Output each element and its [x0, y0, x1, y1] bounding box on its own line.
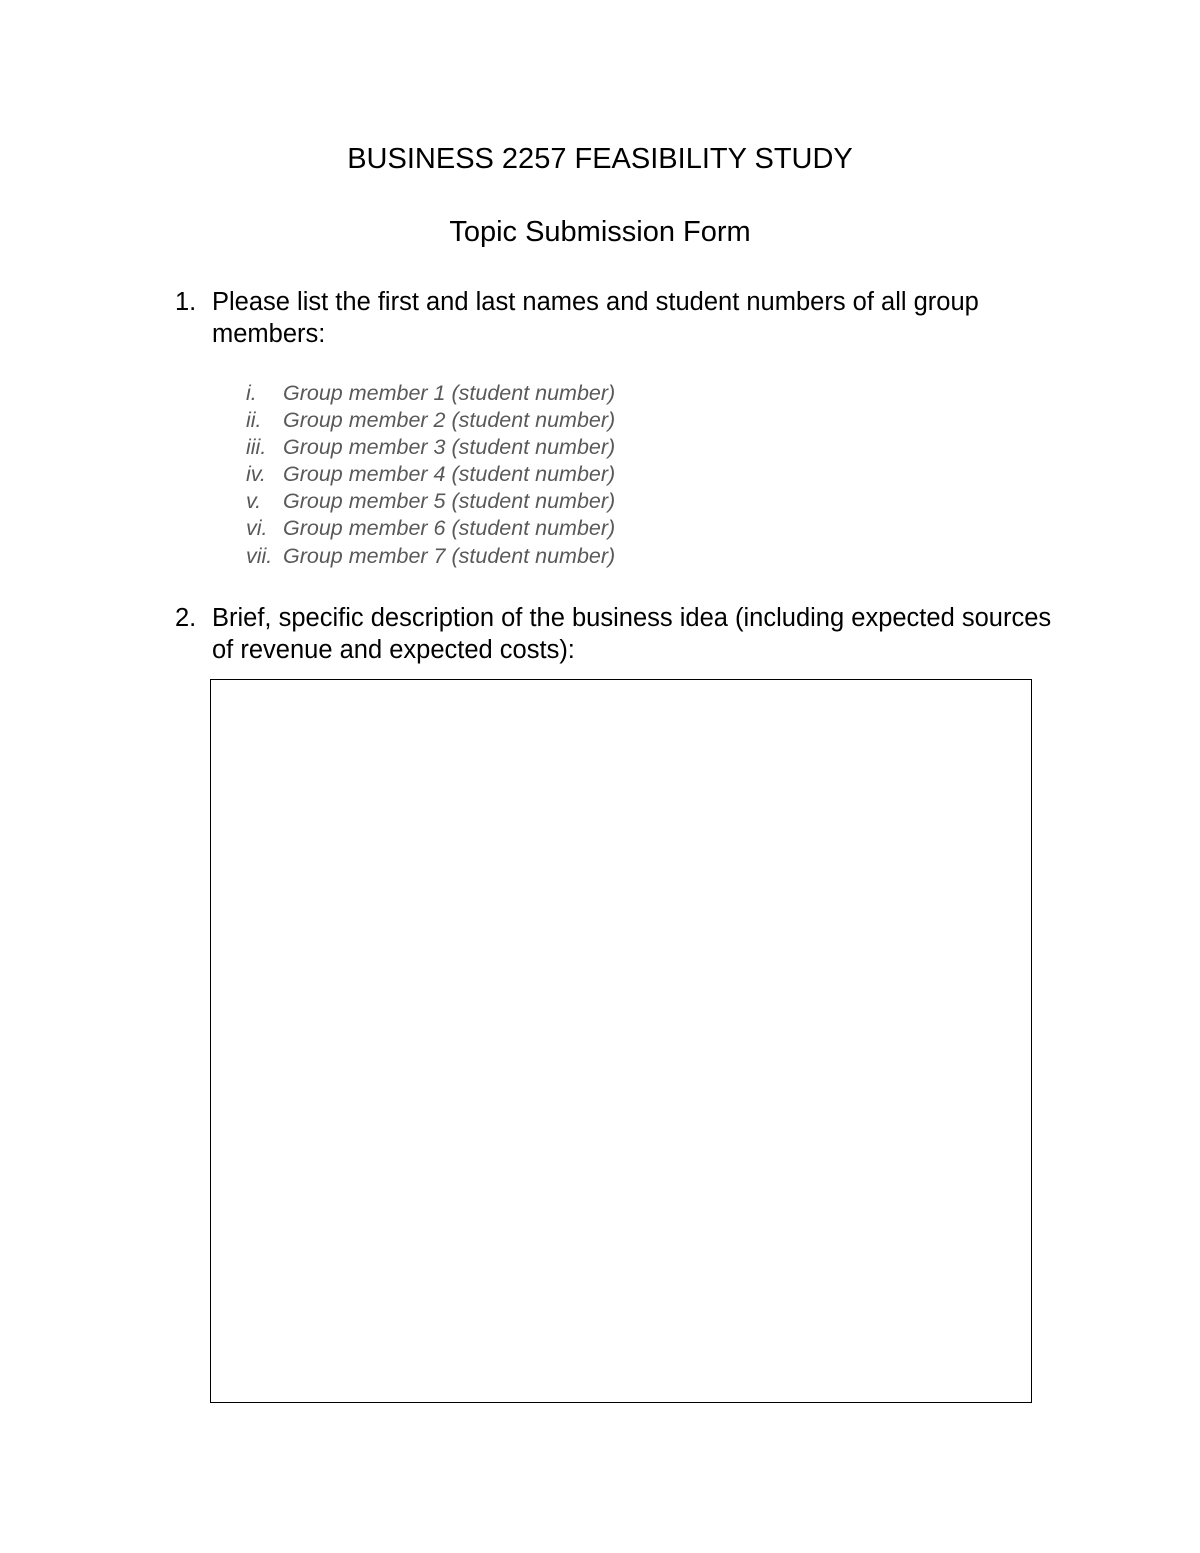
- group-member-placeholder: Group member 7 (student number): [283, 543, 616, 568]
- group-member-list: [246, 380, 615, 570]
- list-numeral: vii.: [246, 543, 273, 568]
- group-member-placeholder: Group member 2 (student number): [283, 408, 616, 433]
- group-member-entry[interactable]: [246, 407, 615, 434]
- group-member-placeholder: Group member 3 (student number): [283, 435, 616, 460]
- list-numeral: vi.: [246, 516, 268, 541]
- group-member-entry[interactable]: [246, 515, 615, 542]
- list-numeral: iii.: [246, 435, 267, 460]
- form-title: BUSINESS 2257 FEASIBILITY STUDY: [347, 143, 853, 175]
- group-member-entry[interactable]: [246, 434, 615, 461]
- business-idea-answer-box[interactable]: [210, 679, 1032, 1403]
- list-numeral: ii.: [246, 408, 262, 433]
- form-subtitle: Topic Submission Form: [449, 216, 751, 248]
- group-member-placeholder: Group member 6 (student number): [283, 516, 616, 541]
- list-numeral: iv.: [246, 462, 266, 487]
- question-number: 1.: [175, 288, 197, 316]
- question-1: [175, 286, 1055, 350]
- question-text: Brief, specific description of the business idea (including expected sources of revenue and expected costs):: [212, 604, 1052, 664]
- question-2: [175, 602, 1055, 666]
- question-text: Please list the first and last names and student numbers of all group members:: [212, 288, 979, 348]
- group-member-placeholder: Group member 5 (student number): [283, 489, 616, 514]
- group-member-entry[interactable]: [246, 461, 615, 488]
- list-numeral: v.: [246, 489, 262, 514]
- group-member-placeholder: Group member 4 (student number): [283, 462, 616, 487]
- group-member-placeholder: Group member 1 (student number): [283, 381, 616, 405]
- question-number: 2.: [175, 604, 197, 632]
- group-member-entry[interactable]: [246, 380, 615, 407]
- list-numeral: i.: [246, 381, 257, 405]
- group-member-entry[interactable]: [246, 488, 615, 515]
- group-member-entry[interactable]: [246, 543, 615, 570]
